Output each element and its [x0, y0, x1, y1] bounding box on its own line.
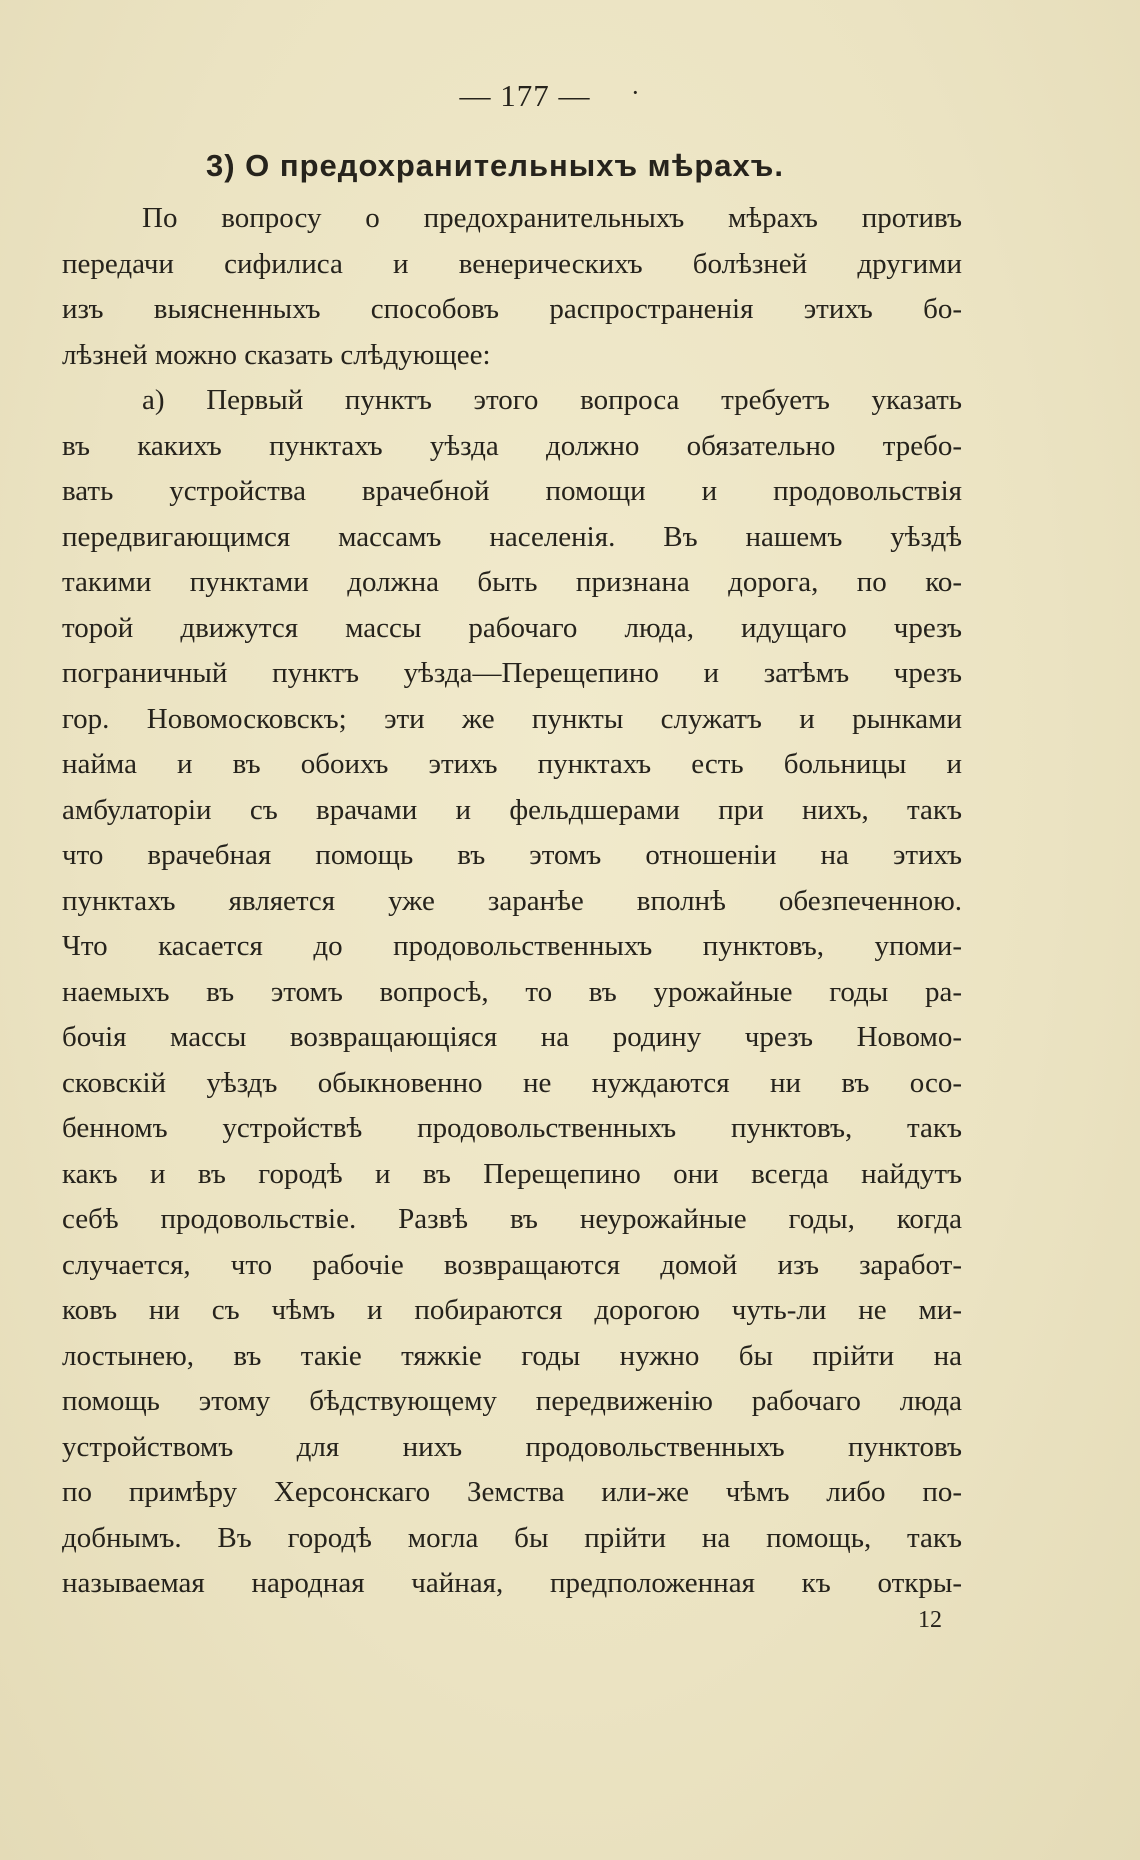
text-line: вать устройства врачебной помощи и продовольствія: [62, 475, 962, 507]
text-line: пограничный пунктъ уѣзда—Перещепино и затѣмъ чрезъ: [62, 657, 962, 689]
text-line: лѣзней можно сказать слѣдующее:: [62, 338, 491, 371]
text-line: найма и въ обоихъ этихъ пунктахъ есть больницы и: [62, 748, 962, 780]
text-line: что врачебная помощь въ этомъ отношеніи на этихъ: [62, 839, 962, 871]
text-line: добнымъ. Въ городѣ могла бы прійти на помощь, такъ: [62, 1521, 962, 1554]
text-line: пунктахъ является уже заранѣе вполнѣ обезпеченною.: [62, 884, 962, 917]
stray-mark: ·: [631, 78, 640, 107]
text-line: какъ и въ городѣ и въ Перещепино они всегда найдутъ: [62, 1157, 962, 1190]
text-line: лостынею, въ такіе тяжкіе годы нужно бы прійти на: [62, 1339, 962, 1372]
text-line: помощь этому бѣдствующему передвиженію рабочаго люда: [62, 1385, 962, 1417]
text-line: амбулаторіи съ врачами и фельдшерами при нихъ, такъ: [62, 793, 962, 826]
text-line: сковскій уѣздъ обыкновенно не нуждаются ни въ осо-: [62, 1066, 962, 1099]
text-line: по примѣру Херсонскаго Земства или-же чѣмъ либо по-: [62, 1476, 962, 1508]
text-line: гор. Новомосковскъ; эти же пункты служатъ и рынками: [62, 702, 962, 735]
text-line: себѣ продовольствіе. Развѣ въ неурожайные годы, когда: [62, 1203, 962, 1235]
text-line: ковъ ни съ чѣмъ и побираются дорогою чуть-ли не ми-: [62, 1294, 962, 1326]
text-line: изъ выясненныхъ способовъ распространенія этихъ бо-: [62, 293, 962, 325]
text-line: Что касается до продовольственныхъ пунктовъ, упоми-: [62, 930, 962, 962]
text-line: наемыхъ въ этомъ вопросѣ, то въ урожайные годы ра-: [62, 975, 962, 1008]
text-line: называемая народная чайная, предположенная къ откры-: [62, 1567, 962, 1599]
text-line: случается, что рабочіе возвращаются домой изъ заработ-: [62, 1248, 962, 1281]
text-line: въ какихъ пунктахъ уѣзда должно обязательно требо-: [62, 429, 962, 462]
text-line: По вопросу о предохранительныхъ мѣрахъ противъ: [142, 202, 962, 234]
signature-mark: 12: [918, 1607, 942, 1633]
body-text: [62, 196, 962, 1607]
text-line: а) Первый пунктъ этого вопроса требуетъ указать: [142, 384, 962, 416]
section-heading: 3) О предохранительныхъ мѣрахъ.: [205, 148, 784, 183]
text-line: бочія массы возвращающіяся на родину чрезъ Новомо-: [62, 1021, 962, 1053]
page-number: — 177 —: [459, 78, 591, 113]
text-line: бенномъ устройствѣ продовольственныхъ пунктовъ, такъ: [62, 1112, 962, 1144]
text-line: такими пунктами должна быть признана дорога, по ко-: [62, 566, 962, 598]
text-line: устройствомъ для нихъ продовольственныхъ пунктовъ: [62, 1430, 962, 1463]
text-line: торой движутся массы рабочаго люда, идущаго чрезъ: [62, 611, 962, 644]
text-line: передвигающимся массамъ населенія. Въ нашемъ уѣздѣ: [62, 520, 962, 553]
text-line: передачи сифилиса и венерическихъ болѣзней другими: [62, 247, 962, 280]
